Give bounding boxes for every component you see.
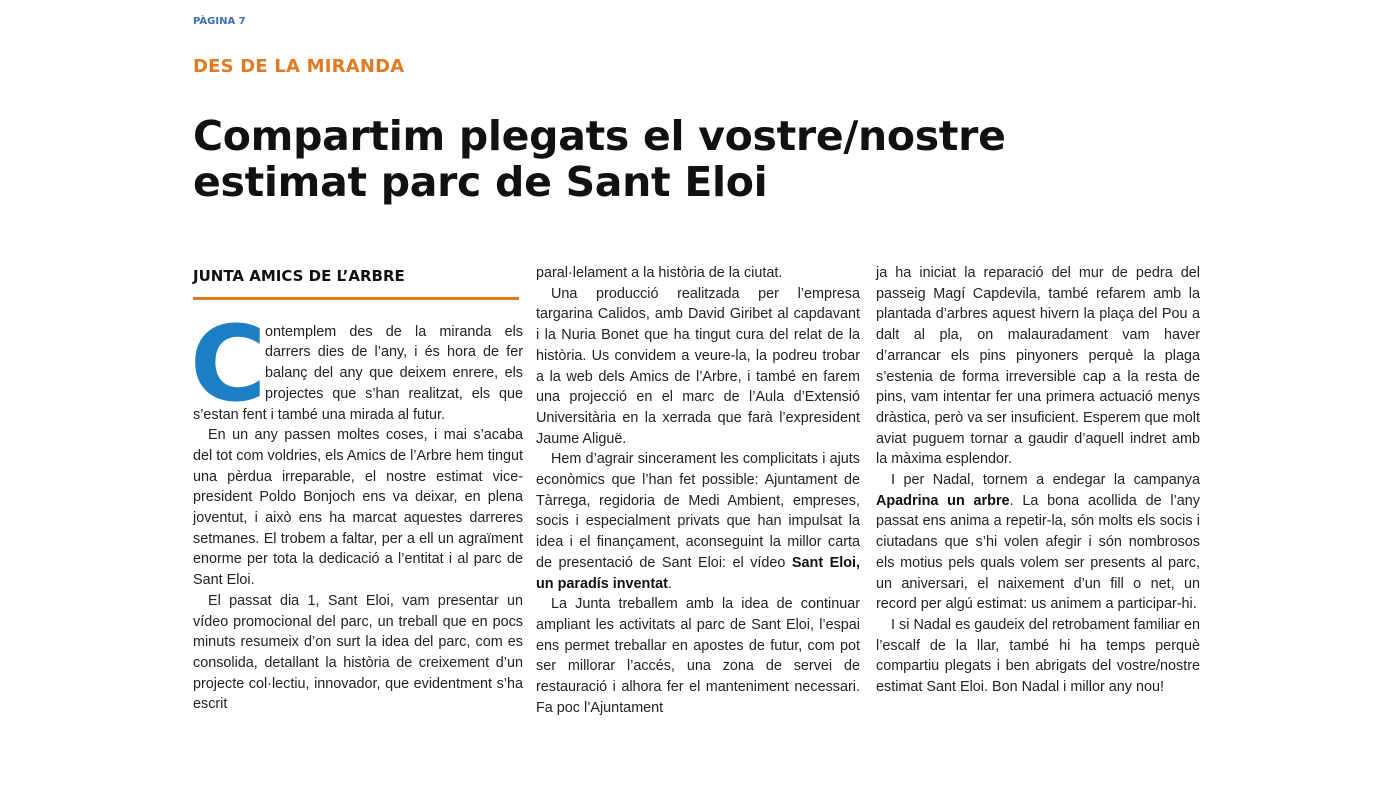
paragraph	[536, 449, 860, 594]
paragraph: En un any passen moltes coses, i mai s’acaba del tot com voldries, els Amics de l’Arbre hem tingut una pèrdua irreparable, el nostre estimat vice-president Poldo Bonjoch ens va deixar, en plena joventut, i això ens ha marcat aquestes darreres setmanes. El trobem a faltar, per a ell un agraïment enorme per tota la dedicació a l’entitat i al parc de Sant Eloi.	[193, 427, 523, 589]
paragraph	[190, 302, 523, 426]
drop-cap	[190, 302, 267, 425]
column-3	[876, 263, 1200, 698]
paragraph: I si Nadal es gaudeix del retrobament familiar en l’escalf de la llar, també hi ha temps perquè compartiu plegats i ben abrigats del vostre/nostre estimat Sant Eloi. Bon Nadal i millor any nou!	[876, 616, 1200, 696]
section-label: DES DE LA MIRANDA	[193, 56, 405, 77]
headline: Compartim plegats el vostre/nostre estimat parc de Sant Eloi	[193, 112, 1006, 206]
byline: JUNTA AMICS DE L’ARBRE	[193, 266, 519, 300]
column-1	[190, 266, 523, 715]
paragraph-text: I per Nadal, tornem a endegar la campanya	[891, 472, 1200, 489]
paragraph-text: ontemplem des de la miranda els darrers dies de l’any, i és hora de fer balanç del any que deixem enrere, els projectes que s’han realitzat, els que s’estan fent i també una mirada al futur.	[193, 323, 523, 423]
paragraph-text: .	[667, 575, 672, 592]
paragraph: Una producció realitzada per l’empresa targarina Calidos, amb David Giribet al capdavant i la Nuria Bonet que ha tingut cura del relat de la història. Us convidem a veure-la, la podreu trobar a la web dels Amics de l’Arbre, i també en farem una projecció en el marc de l’Aula d’Extensió Universitària en la xerrada que farà l’expresident Jaume Aliguë.	[536, 285, 860, 447]
paragraph: paral·lelament a la història de la ciutat.	[536, 265, 783, 281]
column-2	[536, 263, 860, 718]
paragraph-text: . La bona acollida de l’any passat ens anima a repetir-la, són molts els socis i ciutadans que s’hi volen afegir i són nombrosos els motius pels quals volem ser presents al parc, un aniversari, el naixement d’un fill o net, un record per algú estimat: us animem a participar-hi.	[876, 492, 1200, 613]
paragraph-text: Hem d’agrair sincerament les complicitats i ajuts econòmics que l’han fet possible: Ajuntament de Tàrrega, regidoria de Medi Ambient, empreses, socis i especialment privats que han impulsat la idea i el finançament, aconseguint la millor carta de presentació de Sant Eloi: el vídeo	[536, 451, 860, 571]
paragraph: El passat dia 1, Sant Eloi, vam presentar un vídeo promocional del parc, un treball que en pocs minuts resumeix d’on surt la idea del parc, com es consolida, detallant la història de creixement d’un projecte col·lectiu, innovador, que evidentment s’ha escrit	[193, 592, 523, 713]
masthead-fragment: PÀGINA 7	[193, 16, 246, 27]
paragraph: ja ha iniciat la reparació del mur de pedra del passeig Magí Capdevila, també refarem amb la plantada d’arbres aquest hivern la plaça del Pou a dalt al pla, on malauradament vam haver d’arrancar els pins pinyoners perquè la plaga s’estenia de forma irreversible cap a la resta de pins, vam intentar fer una primera actuació menys dràstica, però va ser insuficient. Esperem que molt aviat puguem tornar a gaudir d’aquell indret amb la màxima esplendor.	[876, 265, 1200, 468]
drop-cap-letter: C	[190, 302, 267, 425]
paragraph	[876, 470, 1200, 615]
paragraph: La Junta treballem amb la idea de continuar ampliant les activitats al parc de Sant Eloi, l’espai ens permet treballar en apostes de futur, com pot ser millorar l’accés, una zona de servei de restauració i alhora fer el manteniment necessari. Fa poc l’Ajuntament	[536, 596, 860, 716]
campaign-name: Apadrina un arbre	[876, 492, 1010, 509]
video-title: Sant Eloi, un paradís inventat	[536, 554, 860, 592]
